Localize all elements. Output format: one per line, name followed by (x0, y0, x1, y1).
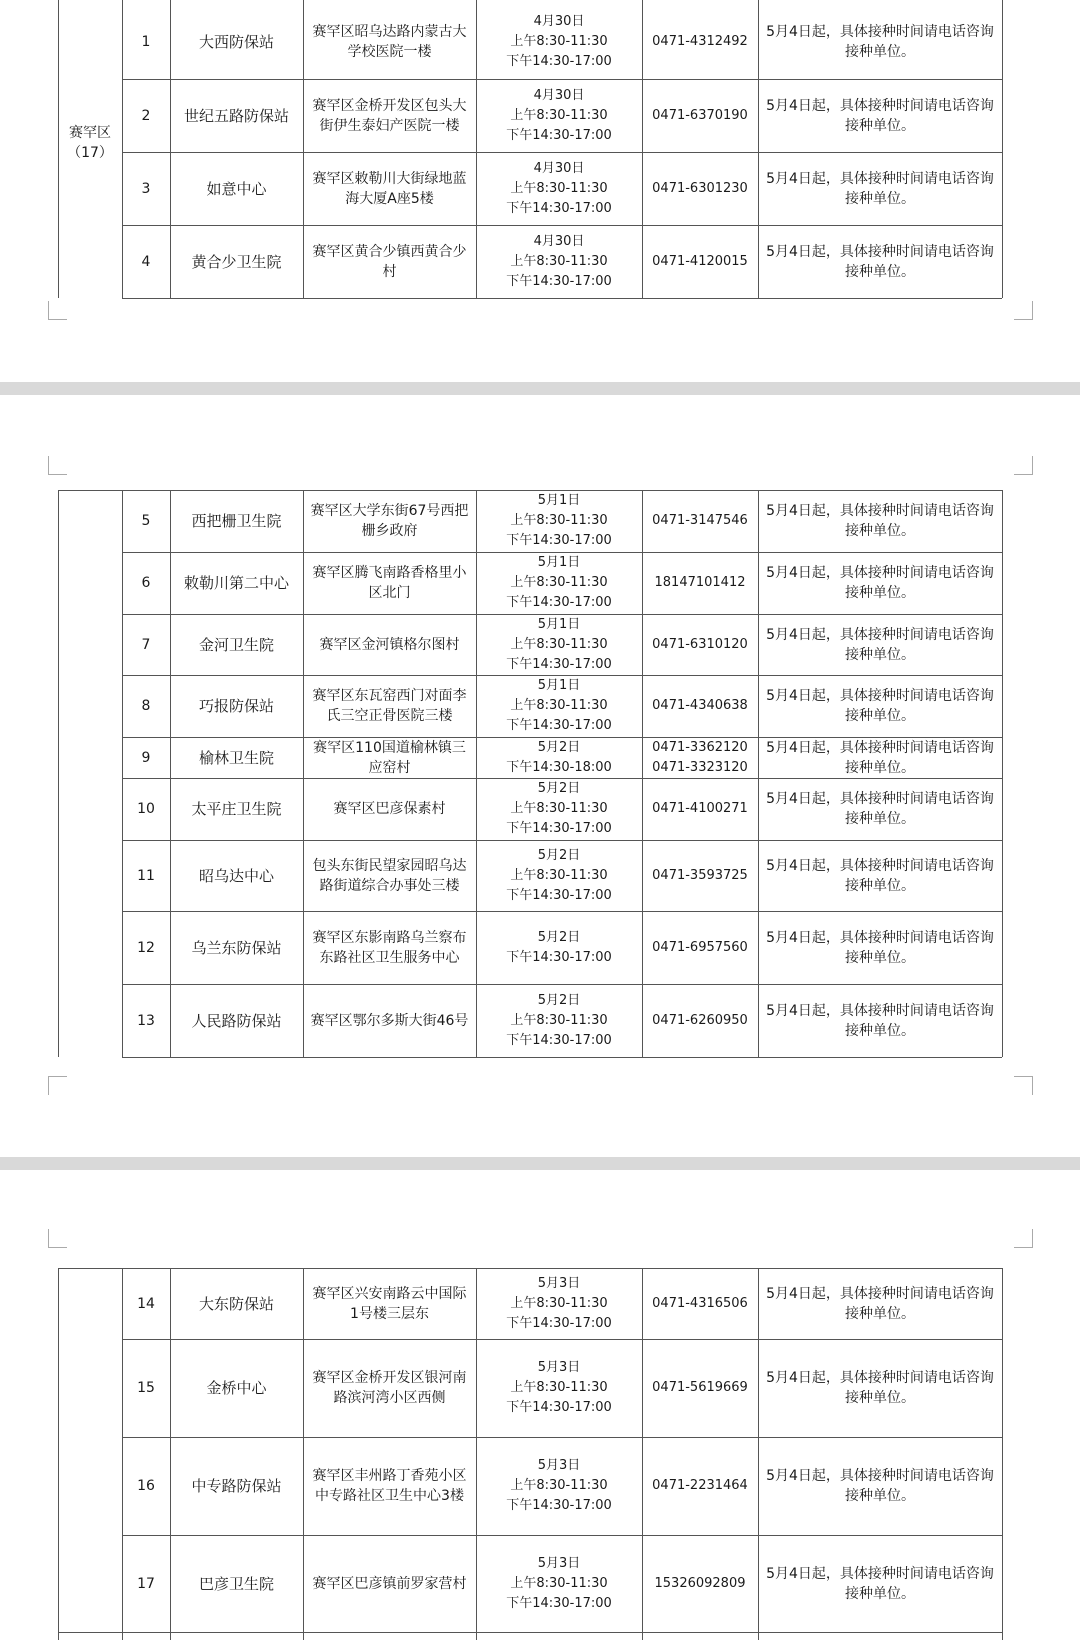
remarks: 5月4日起，具体接种时间请电话咨询接种单位。 (766, 739, 994, 776)
row-number: 7 (141, 636, 151, 653)
phone-number: 18147101412 (654, 575, 746, 590)
crop-mark (48, 301, 67, 320)
row-number: 3 (141, 180, 151, 197)
time-line: 上午8:30-11:30 (510, 1575, 608, 1591)
district-count: （17） (67, 145, 113, 161)
site-address: 赛罕区黄合少镇西黄合少村 (312, 243, 467, 280)
page-separator (0, 382, 1080, 395)
contact-phone (642, 984, 758, 1057)
site-name: 乌兰东防保站 (191, 938, 282, 957)
vaccination-time (476, 79, 642, 152)
vaccination-time (476, 840, 642, 911)
crop-mark (48, 1229, 67, 1248)
time-line: 下午14:30-17:00 (506, 273, 612, 289)
remarks: 5月4日起，具体接种时间请电话咨询接种单位。 (766, 503, 994, 539)
time-line: 下午14:30-17:00 (506, 1315, 612, 1331)
contact-phone (642, 490, 758, 552)
time-line: 上午8:30-11:30 (510, 253, 608, 269)
row-number: 10 (137, 801, 155, 817)
site-address: 赛罕区巴彦镇前罗家营村 (312, 1575, 467, 1592)
vaccination-time (476, 152, 642, 225)
phone-number: 0471-6260950 (652, 1012, 748, 1028)
table-gridline (122, 1057, 1002, 1058)
time-line: 下午14:30-17:00 (506, 887, 612, 903)
vaccination-time (476, 778, 642, 840)
time-line: 上午8:30-11:30 (510, 1295, 608, 1311)
time-line: 上午8:30-11:30 (510, 1380, 608, 1395)
site-name: 榆林卫生院 (198, 748, 274, 767)
vaccination-time (476, 5, 642, 79)
time-line: 5月3日 (537, 1555, 581, 1571)
site-address: 赛罕区敕勒川大街绿地蓝海大厦A座5楼 (312, 170, 467, 207)
contact-phone (642, 5, 758, 79)
time-line: 下午14:30-17:00 (506, 1498, 612, 1513)
site-name: 巧报防保站 (198, 697, 274, 715)
vaccination-time (476, 911, 642, 984)
row-number: 8 (141, 698, 151, 714)
time-line: 上午8:30-11:30 (510, 867, 608, 883)
site-address: 赛罕区兴安南路云中国际1号楼三层东 (312, 1285, 467, 1322)
time-line: 下午14:30-18:00 (506, 759, 612, 775)
crop-mark (48, 1076, 67, 1095)
site-address: 赛罕区东瓦窑西门对面李氏三空正骨医院三楼 (312, 688, 467, 724)
time-line: 5月1日 (537, 616, 581, 632)
time-line: 上午8:30-11:30 (510, 636, 608, 652)
site-address: 赛罕区110国道榆林镇三应窑村 (313, 739, 466, 776)
time-line: 4月30日 (533, 14, 585, 29)
time-line: 5月2日 (537, 929, 581, 945)
time-line: 下午14:30-17:00 (506, 1032, 612, 1048)
remarks: 5月4日起，具体接种时间请电话咨询接种单位。 (766, 929, 994, 966)
contact-phone (642, 778, 758, 840)
site-name: 昭乌达中心 (198, 866, 274, 885)
contact-phone (642, 1339, 758, 1437)
time-line: 下午14:30-17:00 (506, 127, 612, 143)
time-line: 下午14:30-17:00 (506, 533, 612, 548)
site-name: 西把栅卫生院 (191, 512, 282, 530)
time-line: 5月3日 (537, 1458, 581, 1473)
row-number: 4 (141, 253, 151, 270)
row-number: 2 (141, 107, 151, 124)
time-line: 5月2日 (537, 739, 581, 755)
time-line: 5月3日 (537, 1360, 581, 1375)
phone-number: 0471-4312492 (652, 34, 748, 49)
remarks: 5月4日起，具体接种时间请电话咨询接种单位。 (766, 170, 994, 207)
time-line: 5月3日 (537, 1275, 581, 1291)
phone-number: 0471-4340638 (652, 698, 748, 713)
phone-number: 0471-2231464 (652, 1478, 748, 1493)
time-line: 5月2日 (537, 781, 581, 796)
phone-number: 0471-6370190 (652, 107, 748, 123)
site-address: 赛罕区大学东街67号西把栅乡政府 (310, 503, 469, 539)
contact-phone (642, 614, 758, 675)
remarks: 5月4日起，具体接种时间请电话咨询接种单位。 (766, 565, 994, 601)
site-address: 赛罕区金桥开发区包头大街伊生泰妇产医院一楼 (312, 97, 467, 134)
time-line: 上午8:30-11:30 (510, 698, 608, 713)
site-address: 赛罕区昭乌达路内蒙古大学校医院一楼 (312, 24, 467, 60)
vaccination-time (476, 1268, 642, 1339)
site-name: 大东防保站 (198, 1294, 274, 1313)
contact-phone (642, 1268, 758, 1339)
time-line: 下午14:30-17:00 (506, 200, 612, 216)
phone-number: 0471-3147546 (652, 513, 748, 528)
time-line: 上午8:30-11:30 (510, 513, 608, 528)
time-line: 5月1日 (537, 678, 581, 693)
row-number: 6 (141, 575, 151, 591)
time-line: 上午8:30-11:30 (510, 1478, 608, 1493)
time-line: 5月1日 (537, 555, 581, 570)
table-gridline (58, 1268, 59, 1640)
site-name: 金河卫生院 (198, 635, 274, 654)
site-name: 太平庄卫生院 (191, 800, 282, 818)
vaccination-time (476, 675, 642, 737)
table-gridline (122, 298, 1002, 299)
table-gridline (122, 1632, 1002, 1633)
phone-number: 0471-4100271 (652, 801, 748, 816)
crop-mark (1014, 1076, 1033, 1095)
row-number: 1 (141, 34, 151, 50)
district-label (58, 123, 122, 163)
site-address: 赛罕区东影南路乌兰察布东路社区卫生服务中心 (312, 929, 467, 966)
remarks: 5月4日起，具体接种时间请电话咨询接种单位。 (766, 857, 994, 894)
time-line: 下午14:30-17:00 (506, 821, 612, 836)
phone-number: 15326092809 (654, 1575, 746, 1591)
site-address: 赛罕区丰州路丁香苑小区中专路社区卫生中心3楼 (312, 1468, 467, 1504)
site-address: 包头东街民望家园昭乌达路街道综合办事处三楼 (312, 857, 467, 894)
time-line: 上午8:30-11:30 (510, 34, 608, 49)
site-name: 巴彦卫生院 (198, 1574, 274, 1593)
row-number: 14 (137, 1295, 155, 1312)
remarks: 5月4日起，具体接种时间请电话咨询接种单位。 (766, 1285, 994, 1322)
time-line: 4月30日 (533, 233, 585, 249)
remarks: 5月4日起，具体接种时间请电话咨询接种单位。 (766, 1565, 994, 1602)
time-line: 上午8:30-11:30 (510, 180, 608, 196)
district-name: 赛罕区 (69, 125, 111, 141)
site-name: 敕勒川第二中心 (183, 574, 289, 592)
phone-number: 0471-6957560 (652, 939, 748, 955)
contact-phone (642, 552, 758, 614)
vaccination-time (476, 1437, 642, 1535)
phone-number: 0471-6301230 (652, 180, 748, 196)
vaccination-time (476, 984, 642, 1057)
page-separator (0, 1157, 1080, 1170)
site-name: 大西防保站 (198, 33, 274, 51)
time-line: 下午14:30-17:00 (506, 1400, 612, 1415)
site-address: 赛罕区金桥开发区银河南路滨河湾小区西侧 (312, 1370, 467, 1406)
contact-phone (642, 152, 758, 225)
crop-mark (1014, 456, 1033, 475)
vaccination-time (476, 552, 642, 614)
contact-phone (642, 840, 758, 911)
remarks: 5月4日起，具体接种时间请电话咨询接种单位。 (766, 791, 994, 827)
time-line: 下午14:30-17:00 (506, 595, 612, 610)
phone-number: 0471-3362120 (652, 739, 748, 755)
vaccination-time (476, 737, 642, 778)
row-number: 5 (141, 513, 151, 529)
site-address: 赛罕区金河镇格尔图村 (319, 636, 460, 653)
time-line: 5月2日 (537, 847, 581, 863)
time-line: 上午8:30-11:30 (510, 575, 608, 590)
vaccination-time (476, 1339, 642, 1437)
phone-number: 0471-6310120 (652, 636, 748, 652)
row-number: 16 (137, 1478, 155, 1494)
remarks: 5月4日起，具体接种时间请电话咨询接种单位。 (766, 1002, 994, 1039)
site-address: 赛罕区腾飞南路香格里小区北门 (312, 565, 467, 601)
contact-phone (642, 737, 758, 778)
remarks: 5月4日起，具体接种时间请电话咨询接种单位。 (766, 243, 994, 280)
phone-number: 0471-4120015 (652, 253, 748, 269)
site-address: 赛罕区鄂尔多斯大街46号 (310, 1012, 469, 1029)
row-number: 13 (137, 1012, 155, 1029)
site-name: 世纪五路防保站 (183, 106, 289, 125)
contact-phone (642, 1535, 758, 1632)
crop-mark (1014, 301, 1033, 320)
contact-phone (642, 675, 758, 737)
time-line: 4月30日 (533, 87, 585, 103)
time-line: 下午14:30-17:00 (506, 949, 612, 965)
remarks: 5月4日起，具体接种时间请电话咨询接种单位。 (766, 1468, 994, 1504)
row-number: 11 (137, 867, 155, 884)
site-name: 金桥中心 (206, 1379, 267, 1397)
remarks: 5月4日起，具体接种时间请电话咨询接种单位。 (766, 688, 994, 724)
table-gridline (1002, 0, 1003, 298)
contact-phone (642, 1437, 758, 1535)
site-address: 赛罕区巴彦保素村 (333, 801, 446, 817)
site-name: 人民路防保站 (191, 1011, 282, 1030)
time-line: 下午14:30-17:00 (506, 718, 612, 733)
table-gridline (1002, 1268, 1003, 1640)
site-name: 黄合少卫生院 (191, 252, 282, 271)
vaccination-time (476, 1535, 642, 1632)
time-line: 5月2日 (537, 992, 581, 1008)
crop-mark (48, 456, 67, 475)
contact-phone (642, 911, 758, 984)
remarks: 5月4日起，具体接种时间请电话咨询接种单位。 (766, 24, 994, 60)
crop-mark (1014, 1229, 1033, 1248)
remarks: 5月4日起，具体接种时间请电话咨询接种单位。 (766, 1370, 994, 1406)
remarks: 5月4日起，具体接种时间请电话咨询接种单位。 (766, 97, 994, 134)
vaccination-time (476, 614, 642, 675)
contact-phone (642, 225, 758, 298)
remarks: 5月4日起，具体接种时间请电话咨询接种单位。 (766, 626, 994, 663)
time-line: 下午14:30-17:00 (506, 1595, 612, 1611)
phone-number: 0471-3593725 (652, 867, 748, 883)
table-gridline (58, 490, 59, 1057)
time-line: 上午8:30-11:30 (510, 1012, 608, 1028)
row-number: 12 (137, 939, 155, 956)
site-name: 中专路防保站 (191, 1477, 282, 1495)
phone-number: 0471-5619669 (652, 1380, 748, 1395)
table-gridline (1002, 490, 1003, 1057)
phone-number: 0471-3323120 (652, 759, 748, 775)
row-number: 15 (137, 1380, 155, 1396)
vaccination-time (476, 225, 642, 298)
vaccination-time (476, 490, 642, 552)
phone-number: 0471-4316506 (652, 1295, 748, 1311)
time-line: 上午8:30-11:30 (510, 107, 608, 123)
time-line: 上午8:30-11:30 (510, 801, 608, 816)
row-number: 17 (137, 1575, 155, 1592)
time-line: 下午14:30-17:00 (506, 54, 612, 69)
contact-phone (642, 79, 758, 152)
time-line: 4月30日 (533, 160, 585, 176)
time-line: 5月1日 (537, 493, 581, 508)
site-name: 如意中心 (206, 179, 267, 198)
time-line: 下午14:30-17:00 (506, 656, 612, 672)
row-number: 9 (141, 749, 151, 766)
